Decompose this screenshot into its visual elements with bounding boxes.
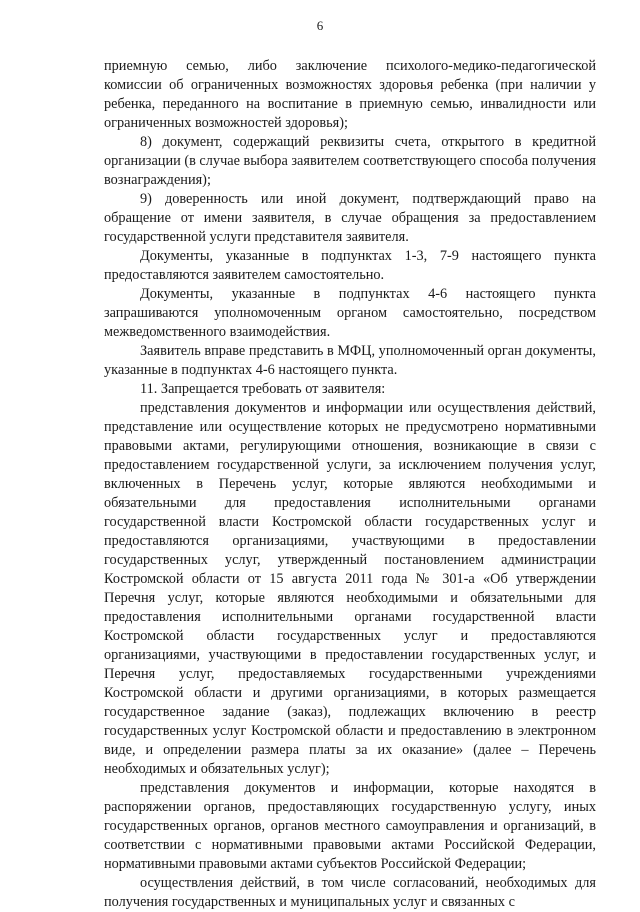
paragraph-prohibition-2: представления документов и информации, которые находятся в распоряжении органов, предоставляющих государственную услугу, иных государственных органов, органов местного самоуправления и организаций, в соответствии с нормативными правовыми актами Российской Федерации, нормативными правовыми актами субъектов Российской Федерации; [104, 780, 596, 872]
paragraph-prohibition-3: осуществления действий, в том числе согласований, необходимых для получения государственных и муниципальных услуг и связанных с [104, 875, 596, 910]
paragraph-interagency: Документы, указанные в подпунктах 4-6 настоящего пункта запрашиваются уполномоченным органом самостоятельно, посредством межведомственного взаимодействия. [104, 286, 596, 340]
paragraph-item-9: 9) доверенность или иной документ, подтверждающий право на обращение от имени заявителя, в случае обращения за предоставлением государственной услуги представителя заявителя. [104, 191, 596, 245]
paragraph-applicant-right: Заявитель вправе представить в МФЦ, уполномоченный орган документы, указанные в подпунктах 4-6 настоящего пункта. [104, 343, 596, 378]
paragraph-self-submitted: Документы, указанные в подпунктах 1-3, 7-9 настоящего пункта предоставляются заявителем самостоятельно. [104, 248, 596, 283]
paragraph-continuation: приемную семью, либо заключение психолого-медико-педагогической комиссии об ограниченных возможностях здоровья ребенка (при наличии у ребенка, переданного на воспитание в приемную семью, инвалидности или ограниченных возможностей здоровья); [104, 58, 596, 131]
paragraph-item-8: 8) документ, содержащий реквизиты счета, открытого в кредитной организации (в случае выбора заявителем соответствующего способа получения вознаграждения); [104, 134, 596, 188]
document-body [104, 57, 596, 912]
paragraph-section-11: 11. Запрещается требовать от заявителя: [140, 381, 386, 397]
page-number: 6 [316, 18, 324, 33]
paragraph-prohibition-1: представления документов и информации или осуществления действий, представление или осуществление которых не предусмотрено нормативными правовыми актами, регулирующими отношения, возникающие в связи с предоставлением государственной услуги, за исключением получения услуг, включенных в Перечень услуг, которые являются необходимыми и обязательными для предоставления исполнительными органами государственной власти Костромской области государственных услуг и предоставляются организациями, участвующими в предоставлении государственных услуг, утвержденный постановлением администрации Костромской области от 15 августа 2011 года № 301-а «Об утверждении Перечня услуг, которые являются необходимыми и обязательными для предоставления исполнительными органами государственной власти Костромской области государственных услуг и предоставляются организациями, участвующими в предоставлении государственных услуг, и Перечня услуг, предоставляемых государственными учреждениями Костромской области и другими организациями, в которых размещается государственное задание (заказ), подлежащих включению в реестр государственных услуг Костромской области и предоставлению в электронном виде, и определении размера платы за их оказание» (далее – Перечень необходимых и обязательных услуг); [104, 400, 596, 777]
